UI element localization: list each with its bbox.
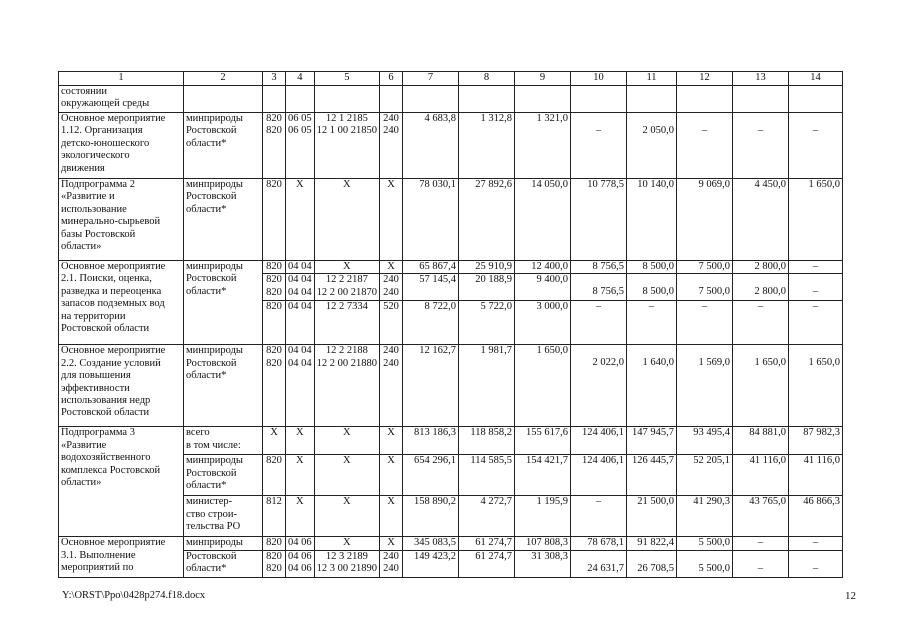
table-cell: 240 240 bbox=[380, 274, 403, 301]
table-cell: 1 569,0 bbox=[677, 345, 733, 427]
table-cell: 78 030,1 bbox=[403, 179, 459, 261]
table-cell: 06 05 06 05 bbox=[286, 113, 315, 179]
table-cell: Х bbox=[314, 427, 379, 455]
header-row bbox=[59, 72, 843, 86]
table-cell: Х bbox=[286, 427, 315, 455]
table-cell: 10 778,5 bbox=[571, 179, 627, 261]
table-cell: 12 1 2185 12 1 00 21850 bbox=[314, 113, 379, 179]
table-cell: – bbox=[789, 301, 843, 345]
file-path-footer: Y:\ORST\Ppo\0428p274.f18.docx bbox=[62, 590, 206, 601]
col-header: 3 bbox=[263, 72, 286, 86]
budget-table bbox=[58, 71, 843, 578]
table-cell: 520 bbox=[380, 301, 403, 345]
executor-cell: минприроды bbox=[184, 537, 263, 550]
table-row bbox=[59, 113, 843, 179]
table-cell: 12 3 2189 12 3 00 21890 bbox=[314, 550, 379, 577]
table-cell: 8 722,0 bbox=[403, 301, 459, 345]
table-cell: 1 640,0 bbox=[627, 345, 677, 427]
table-cell: 52 205,1 bbox=[677, 455, 733, 496]
table-cell: 26 708,5 bbox=[627, 550, 677, 577]
table-cell: 7 500,0 bbox=[677, 274, 733, 301]
table-cell: 1 312,8 bbox=[459, 113, 515, 179]
col-header: 11 bbox=[627, 72, 677, 86]
table-cell: 24 631,7 bbox=[571, 550, 627, 577]
table-cell: Х bbox=[286, 455, 315, 496]
col-header: 12 bbox=[677, 72, 733, 86]
table-cell: 04 04 04 04 bbox=[286, 345, 315, 427]
col-header: 1 bbox=[59, 72, 184, 86]
table-cell: 21 500,0 bbox=[627, 496, 677, 537]
table-cell: 118 858,2 bbox=[459, 427, 515, 455]
table-cell: 93 495,4 bbox=[677, 427, 733, 455]
program-name-cell: Основное мероприятие 2.2. Создание условий для повышения эффективности использования недр Ростовской области bbox=[59, 345, 184, 427]
table-row bbox=[59, 261, 843, 274]
table-cell: – bbox=[733, 301, 789, 345]
table-row bbox=[59, 427, 843, 455]
page-number: 12 bbox=[845, 590, 856, 602]
col-header: 14 bbox=[789, 72, 843, 86]
col-header: 4 bbox=[286, 72, 315, 86]
table-cell: Х bbox=[314, 496, 379, 537]
table-cell: 04 04 04 04 bbox=[286, 274, 315, 301]
program-name-cell: состоянии окружающей среды bbox=[59, 86, 184, 113]
table-cell: 345 083,5 bbox=[403, 537, 459, 550]
table-cell: 240 240 bbox=[380, 345, 403, 427]
table-cell: 9 069,0 bbox=[677, 179, 733, 261]
table-cell: Х bbox=[286, 179, 315, 261]
table-cell: 5 500,0 bbox=[677, 537, 733, 550]
table-cell: 114 585,5 bbox=[459, 455, 515, 496]
table-cell: 107 808,3 bbox=[515, 537, 571, 550]
table-cell: 12 400,0 bbox=[515, 261, 571, 274]
table-cell: 820 bbox=[263, 455, 286, 496]
executor-cell: всего в том числе: bbox=[184, 427, 263, 455]
table-cell: 820 bbox=[263, 261, 286, 274]
table-cell: – bbox=[733, 537, 789, 550]
table-cell: – bbox=[789, 261, 843, 274]
table-cell: 1 321,0 bbox=[515, 113, 571, 179]
table-cell: Х bbox=[380, 496, 403, 537]
table-cell: Х bbox=[380, 455, 403, 496]
program-name-cell: Основное мероприятие 1.12. Организация детско-юношеского экологического движения bbox=[59, 113, 184, 179]
table-cell: 654 296,1 bbox=[403, 455, 459, 496]
table-cell: 9 400,0 bbox=[515, 274, 571, 301]
program-name-cell: Основное мероприятие 3.1. Выполнение мероприятий по bbox=[59, 537, 184, 577]
table-cell: – bbox=[789, 550, 843, 577]
table-row bbox=[59, 537, 843, 550]
col-header: 9 bbox=[515, 72, 571, 86]
table-cell: 04 04 bbox=[286, 301, 315, 345]
table-cell: 61 274,7 bbox=[459, 550, 515, 577]
table-cell: Х bbox=[286, 496, 315, 537]
table-cell: 2 800,0 bbox=[733, 274, 789, 301]
table-cell: 04 06 bbox=[286, 537, 315, 550]
table-cell: 04 06 04 06 bbox=[286, 550, 315, 577]
table-cell: 158 890,2 bbox=[403, 496, 459, 537]
col-header: 7 bbox=[403, 72, 459, 86]
table-cell: 41 116,0 bbox=[789, 455, 843, 496]
table-cell: 12 2 2188 12 2 00 21880 bbox=[314, 345, 379, 427]
table-cell: 813 186,3 bbox=[403, 427, 459, 455]
table-cell: 147 945,7 bbox=[627, 427, 677, 455]
table-cell: 25 910,9 bbox=[459, 261, 515, 274]
table-cell: 87 982,3 bbox=[789, 427, 843, 455]
table-cell: 126 445,7 bbox=[627, 455, 677, 496]
table-cell: 124 406,1 bbox=[571, 427, 627, 455]
executor-cell: минприроды Ростовской области* bbox=[184, 261, 263, 345]
table-cell: 84 881,0 bbox=[733, 427, 789, 455]
table-cell: 12 2 2187 12 2 00 21870 bbox=[314, 274, 379, 301]
table-cell: – bbox=[789, 113, 843, 179]
table-cell: 2 050,0 bbox=[627, 113, 677, 179]
table-cell: 1 195,9 bbox=[515, 496, 571, 537]
table-cell: Х bbox=[380, 179, 403, 261]
table-cell: – bbox=[733, 550, 789, 577]
table-cell: 820 bbox=[263, 179, 286, 261]
table-cell: 8 500,0 bbox=[627, 274, 677, 301]
table-cell: Х bbox=[380, 261, 403, 274]
table-cell: Х bbox=[263, 427, 286, 455]
table-row bbox=[59, 86, 843, 113]
executor-cell: минприроды Ростовской области* bbox=[184, 455, 263, 496]
col-header: 5 bbox=[314, 72, 379, 86]
table-cell: 12 162,7 bbox=[403, 345, 459, 427]
table-cell: 14 050,0 bbox=[515, 179, 571, 261]
table-cell: 149 423,2 bbox=[403, 550, 459, 577]
table-cell: 8 756,5 bbox=[571, 274, 627, 301]
table-cell: 2 800,0 bbox=[733, 261, 789, 274]
table-cell: – bbox=[571, 496, 627, 537]
table-cell: 820 820 bbox=[263, 550, 286, 577]
table-row bbox=[59, 179, 843, 261]
table-cell: 65 867,4 bbox=[403, 261, 459, 274]
executor-cell: минприроды Ростовской области* bbox=[184, 345, 263, 427]
col-header: 8 bbox=[459, 72, 515, 86]
table-cell: – bbox=[677, 113, 733, 179]
table-cell: 91 822,4 bbox=[627, 537, 677, 550]
table-cell: 57 145,4 bbox=[403, 274, 459, 301]
table-cell: 5 722,0 bbox=[459, 301, 515, 345]
program-name-cell: Основное мероприятие 2.1. Поиски, оценка, разведка и переоценка запасов подземных вод на территории Ростовской области bbox=[59, 261, 184, 345]
table-cell: 4 450,0 bbox=[733, 179, 789, 261]
table-cell: – bbox=[733, 113, 789, 179]
table-cell: 820 820 bbox=[263, 345, 286, 427]
table-cell: – bbox=[627, 301, 677, 345]
table-cell: Х bbox=[314, 537, 379, 550]
table-cell: 31 308,3 bbox=[515, 550, 571, 577]
table-cell: 2 022,0 bbox=[571, 345, 627, 427]
table-cell: 27 892,6 bbox=[459, 179, 515, 261]
table-cell: 04 04 bbox=[286, 261, 315, 274]
table-cell: 41 116,0 bbox=[733, 455, 789, 496]
executor-cell: министер- ство строи- тельства РО bbox=[184, 496, 263, 537]
executor-cell: Ростовской области* bbox=[184, 550, 263, 577]
table-cell: 8 756,5 bbox=[571, 261, 627, 274]
table-cell: 4 683,8 bbox=[403, 113, 459, 179]
table-cell: 820 bbox=[263, 537, 286, 550]
table-cell: 20 188,9 bbox=[459, 274, 515, 301]
table-cell: 7 500,0 bbox=[677, 261, 733, 274]
table-cell: Х bbox=[314, 261, 379, 274]
table-cell: 12 2 7334 bbox=[314, 301, 379, 345]
table-cell: 812 bbox=[263, 496, 286, 537]
col-header: 10 bbox=[571, 72, 627, 86]
table-cell: 820 bbox=[263, 301, 286, 345]
table-cell: 4 272,7 bbox=[459, 496, 515, 537]
table-cell: 5 500,0 bbox=[677, 550, 733, 577]
program-name-cell: Подпрограмма 2 «Развитие и использование минерально-сырьевой базы Ростовской области» bbox=[59, 179, 184, 261]
table-cell: – bbox=[571, 301, 627, 345]
table-cell: Х bbox=[380, 427, 403, 455]
table-cell: Х bbox=[314, 455, 379, 496]
table-cell: 8 500,0 bbox=[627, 261, 677, 274]
executor-cell: минприроды Ростовской области* bbox=[184, 179, 263, 261]
executor-cell: минприроды Ростовской области* bbox=[184, 113, 263, 179]
table-cell: 1 650,0 bbox=[515, 345, 571, 427]
table-cell: 3 000,0 bbox=[515, 301, 571, 345]
table-cell: 10 140,0 bbox=[627, 179, 677, 261]
program-name-cell: Подпрограмма 3 «Развитие водохозяйственного комплекса Ростовской области» bbox=[59, 427, 184, 537]
table-cell: 78 678,1 bbox=[571, 537, 627, 550]
col-header: 13 bbox=[733, 72, 789, 86]
table-cell: 61 274,7 bbox=[459, 537, 515, 550]
table-cell: 820 820 bbox=[263, 274, 286, 301]
table-cell: 1 650,0 bbox=[789, 179, 843, 261]
table-cell: – bbox=[571, 113, 627, 179]
table-cell: – bbox=[789, 274, 843, 301]
col-header: 2 bbox=[184, 72, 263, 86]
table-cell: 1 650,0 bbox=[733, 345, 789, 427]
table-cell: – bbox=[677, 301, 733, 345]
table-cell: 240 240 bbox=[380, 113, 403, 179]
col-header: 6 bbox=[380, 72, 403, 86]
table-cell: 1 650,0 bbox=[789, 345, 843, 427]
table-cell: – bbox=[789, 537, 843, 550]
table-row bbox=[59, 345, 843, 427]
table-cell: Х bbox=[380, 537, 403, 550]
table-cell: 1 981,7 bbox=[459, 345, 515, 427]
table-cell: Х bbox=[314, 179, 379, 261]
table-cell: 124 406,1 bbox=[571, 455, 627, 496]
table-cell: 46 866,3 bbox=[789, 496, 843, 537]
table-cell: 43 765,0 bbox=[733, 496, 789, 537]
table-cell: 820 820 bbox=[263, 113, 286, 179]
table-cell: 154 421,7 bbox=[515, 455, 571, 496]
table-cell: 41 290,3 bbox=[677, 496, 733, 537]
table-cell: 240 240 bbox=[380, 550, 403, 577]
table-cell: 155 617,6 bbox=[515, 427, 571, 455]
